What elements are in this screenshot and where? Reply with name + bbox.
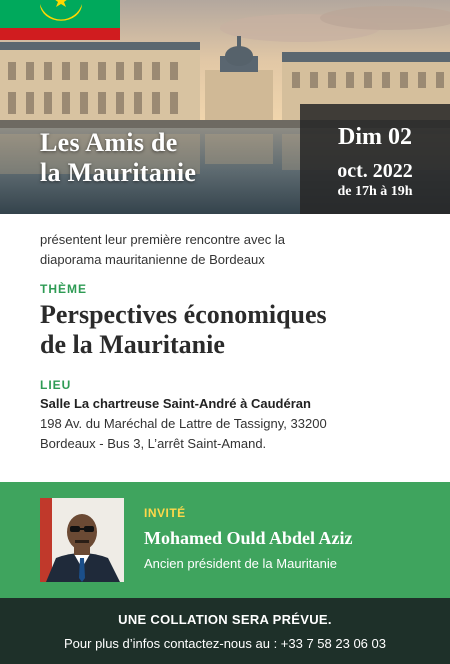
intro-line1: présentent leur première rencontre avec la (40, 232, 285, 247)
location-venue: Salle La chartreuse Saint-André à Caudéran (40, 396, 311, 411)
guest-portrait-icon (40, 498, 124, 582)
event-intro (40, 230, 420, 270)
location-address (40, 414, 440, 454)
event-date-month: oct. 2022 (337, 160, 413, 182)
guest-section (0, 482, 450, 598)
theme-title-line1: Perspectives économiques (40, 300, 327, 329)
address-line1: 198 Av. du Maréchal de Lattre de Tassigny, 33200 (40, 416, 327, 431)
theme-label: THÈME (40, 282, 87, 296)
mauritania-flag (0, 0, 120, 40)
event-organizer-title (40, 128, 280, 188)
organizer-title-line1: Les Amis de (40, 128, 178, 157)
refreshment-note: UNE COLLATION SERA PRÉVUE. (118, 612, 332, 627)
event-date-box (300, 104, 450, 214)
guest-photo (40, 498, 124, 582)
event-date-time: de 17h à 19h (337, 184, 413, 199)
organizer-title-line2: la Mauritanie (40, 158, 197, 187)
address-line2: Bordeaux - Bus 3, L’arrêt Saint-Amand. (40, 436, 267, 451)
theme-title-line2: de la Mauritanie (40, 330, 225, 359)
hero-banner (0, 0, 450, 214)
intro-line2: diaporama mauritanienne de Bordeaux (40, 252, 265, 267)
event-date-day: Dim 02 (338, 124, 412, 150)
location-label: LIEU (40, 378, 72, 392)
mauritania-flag-icon (0, 0, 120, 40)
theme-title (40, 300, 440, 360)
guest-role: Ancien président de la Mauritanie (144, 556, 337, 571)
guest-name: Mohamed Ould Abdel Aziz (144, 528, 353, 548)
guest-label: INVITÉ (144, 506, 186, 520)
contact-info: Pour plus d’infos contactez-nous au : +33 7 58 23 06 03 (64, 636, 386, 651)
footer (0, 598, 450, 664)
